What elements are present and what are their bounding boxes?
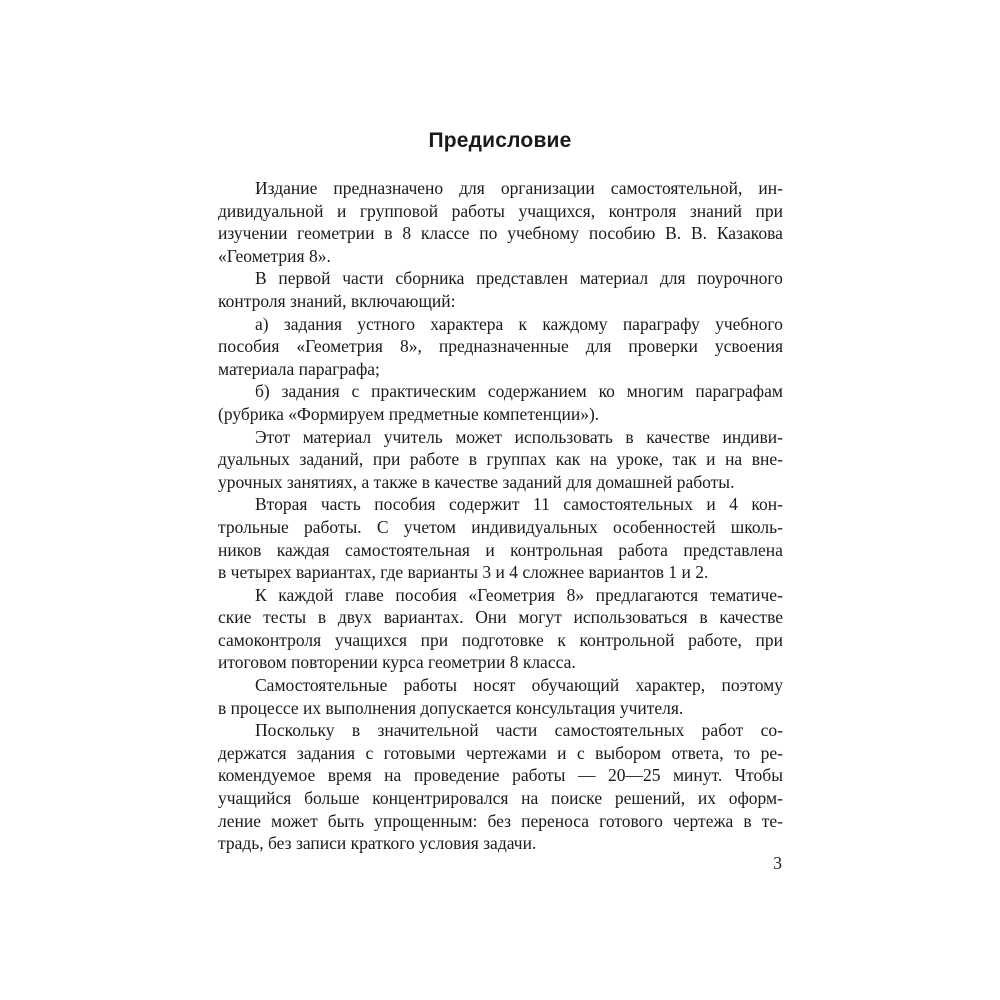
text-line: трольные работы. С учетом индивидуальных особенностей школь-: [218, 516, 783, 537]
text-line: В первой части сборника представлен материал для поурочного: [255, 268, 783, 289]
text-line: дуальных заданий, при работе в группах как на уроке, так и на вне-: [218, 449, 783, 470]
page-number: 3: [773, 853, 782, 873]
text-line: Поскольку в значительной части самостоятельных работ со-: [255, 720, 783, 741]
text-line: в процессе их выполнения допускается консультация учителя.: [218, 697, 684, 718]
text-line: (рубрика «Формируем предметные компетенции»).: [218, 403, 600, 424]
text-line: Вторая часть пособия содержит 11 самостоятельных и 4 кон-: [255, 494, 783, 515]
text-line: самоконтроля учащихся при подготовке к контрольной работе, при: [218, 629, 783, 650]
text-line: урочных занятиях, а также в качестве заданий для домашней работы.: [218, 471, 735, 492]
text-line: контроля знаний, включающий:: [218, 290, 456, 311]
text-line: в четырех вариантах, где варианты 3 и 4 сложнее вариантов 1 и 2.: [218, 562, 709, 583]
text-line: а) задания устного характера к каждому параграфу учебного: [255, 313, 783, 334]
text-line: традь, без записи краткого условия задачи.: [218, 833, 537, 854]
text-line: Этот материал учитель может использовать в качестве индиви-: [255, 426, 783, 447]
text-line: материала параграфа;: [218, 358, 380, 379]
text-line: дивидуальной и групповой работы учащихся, контроля знаний при: [218, 200, 783, 221]
text-line: Издание предназначено для организации самостоятельной, ин-: [255, 178, 783, 198]
text-line: «Геометрия 8».: [218, 245, 331, 266]
text-line: изучении геометрии в 8 классе по учебному пособию В. В. Казакова: [218, 223, 783, 244]
text-line: комендуемое время на проведение работы — 20—25 минут. Чтобы: [218, 765, 783, 786]
text-line: пособия «Геометрия 8», предназначенные для проверки усвоения: [218, 336, 783, 357]
text-line: Самостоятельные работы носят обучающий характер, поэтому: [255, 675, 783, 696]
page-title: Предисловие: [428, 129, 572, 152]
body-text: [218, 177, 783, 855]
text-line: ление может быть упрощенным: без переноса готового чертежа в те-: [218, 810, 783, 831]
text-line: держатся задания с готовыми чертежами и с выбором ответа, то ре-: [218, 742, 783, 763]
text-line: итоговом повторении курса геометрии 8 класса.: [218, 652, 576, 673]
text-line: учащийся больше концентрировался на поиске решений, их оформ-: [218, 788, 783, 809]
text-line: ников каждая самостоятельная и контрольная работа представлена: [218, 539, 783, 560]
text-line: б) задания с практическим содержанием ко многим параграфам: [255, 381, 783, 402]
text-line: ские тесты в двух вариантах. Они могут использоваться в качестве: [218, 607, 783, 628]
text-line: К каждой главе пособия «Геометрия 8» предлагаются тематиче-: [255, 584, 783, 605]
